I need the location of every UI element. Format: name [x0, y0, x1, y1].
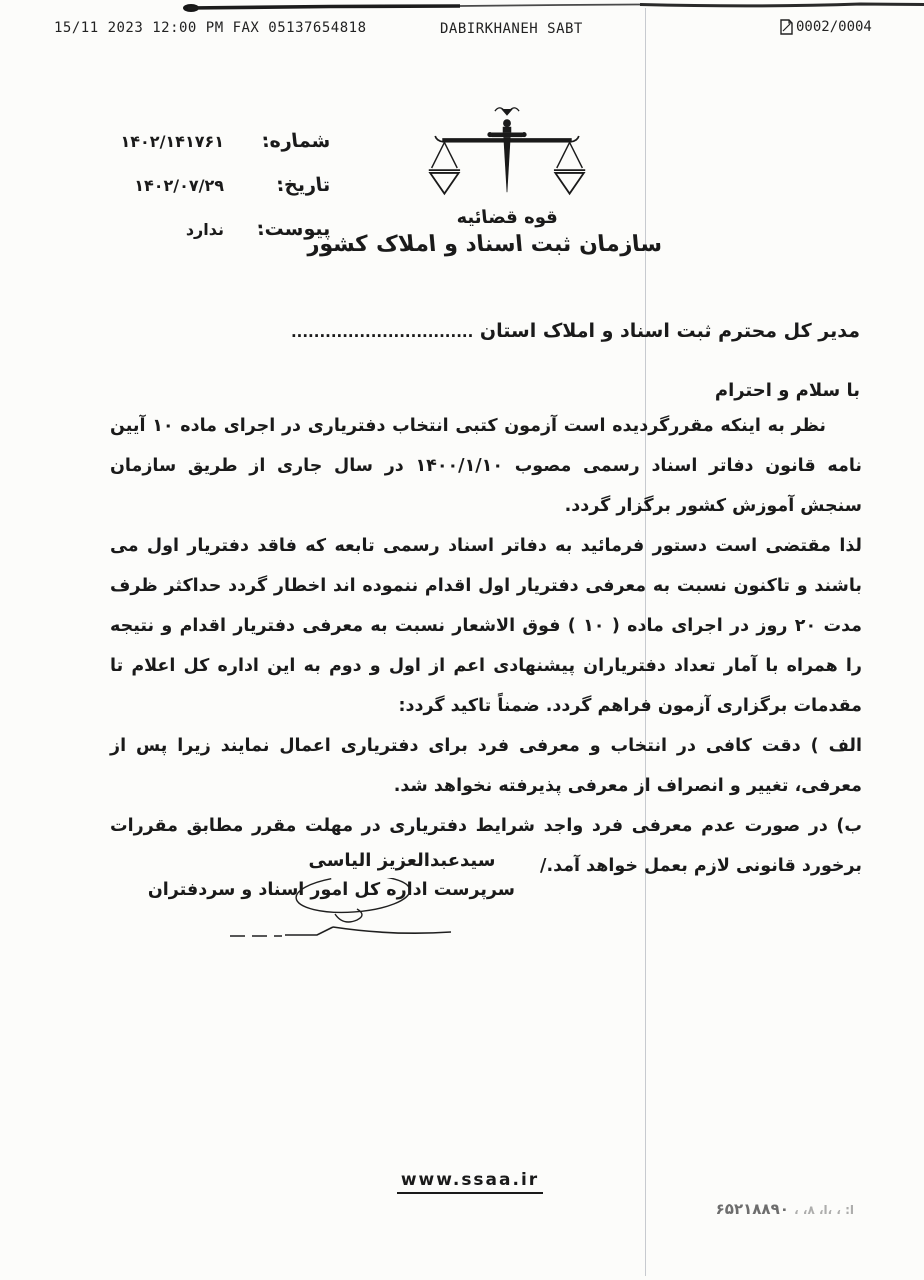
date-label: تاریخ:	[275, 174, 332, 196]
number-label: شماره:	[260, 130, 332, 152]
letterhead	[305, 104, 664, 257]
fax-page-counter	[780, 19, 872, 35]
scales-of-justice-icon	[417, 104, 597, 200]
salutation: با سلام و احترام	[714, 380, 860, 401]
signature-block	[147, 850, 515, 900]
page-icon	[780, 19, 793, 35]
meta-row-number	[58, 130, 330, 174]
stamp-faint-marks: ، ،ا: ، ،ا، ٨	[794, 1203, 854, 1217]
website-url	[0, 1170, 924, 1194]
fax-page-counter-value: 0002/0004	[796, 19, 872, 35]
letter-meta-fields	[58, 130, 330, 262]
fax-sender-name: DABIRKHANEH SABT	[440, 21, 583, 37]
website-url-text: www.ssaa.ir	[397, 1170, 543, 1194]
attachment-label: پیوست:	[255, 218, 332, 240]
addressee-line	[291, 320, 860, 342]
paragraph-2: لذا مقتضی است دستور فرمائید به دفاتر اسناد رسمی تابعه که فاقد دفتریار اول می باشند و تاکنون نسبت به معرفی دفتریار اول اقدام ننموده اند اخطار گردد حداکثر ظرف مدت ۲۰ روز در اجرای ماده ( ۱۰ ) فوق الاشعار نسبت به معرفی دفتریار اقدام و نتیجه را همراه با آمار تعداد دفتریاران پیشنهادی اعم از اول و دوم به این اداره کل اعلام تا مقدمات برگزاری آزمون فراهم گردد. ضمناً تاکید گردد:	[110, 536, 863, 716]
stamp-number	[716, 1200, 854, 1218]
addressee-dotted-leader: ................................	[290, 323, 474, 341]
meta-row-date	[58, 174, 330, 218]
paragraph-item-be: ب) در صورت عدم معرفی فرد واجد شرایط دفتریاری در مهلت مقرر مطابق مقررات برخورد قانونی لازم بعمل خواهد آمد./	[110, 816, 862, 876]
signatory-name: سیدعبدالعزیز الیاسی	[308, 850, 496, 871]
fax-timestamp: 15/11 2023 12:00 PM FAX 05137654818	[54, 20, 367, 36]
letterhead-authority: قوه قضائیه	[455, 207, 559, 228]
meta-row-attachment	[58, 218, 330, 262]
stamp-number-value: ۶۵۲۱۸۸۹۰	[715, 1200, 789, 1218]
signatory-title: سرپرست اداره کل امور اسناد و سردفتران	[147, 880, 515, 900]
scan-artifact-top-line	[0, 0, 924, 16]
paragraph-item-alef: الف ) دقت کافی در انتخاب و معرفی فرد برای دفتریاری اعمال نمایند زیرا پس از معرفی، تغییر و انصراف از معرفی پذیرفته نخواهد شد.	[110, 736, 862, 796]
letterhead-organization: سازمان ثبت اسناد و املاک کشور	[305, 232, 664, 257]
number-value: ۱۴۰۲/۱۴۱۷۶۱	[120, 132, 224, 151]
addressee-text: مدیر کل محترم ثبت اسناد و املاک استان	[473, 320, 860, 342]
paragraph-1: نظر به اینکه مقررگردیده است آزمون کتبی انتخاب دفتریاری در اجرای ماده ۱۰ آیین نامه قانون دفاتر اسناد رسمی مصوب ۱۴۰۰/۱/۱۰ در سال جاری از طریق سازمان سنجش آموزش کشور برگزار گردد.	[110, 416, 862, 516]
fax-header	[0, 18, 924, 44]
letter-body	[110, 406, 862, 886]
date-value: ۱۴۰۲/۰۷/۲۹	[134, 176, 224, 195]
attachment-value: ندارد	[185, 220, 224, 239]
